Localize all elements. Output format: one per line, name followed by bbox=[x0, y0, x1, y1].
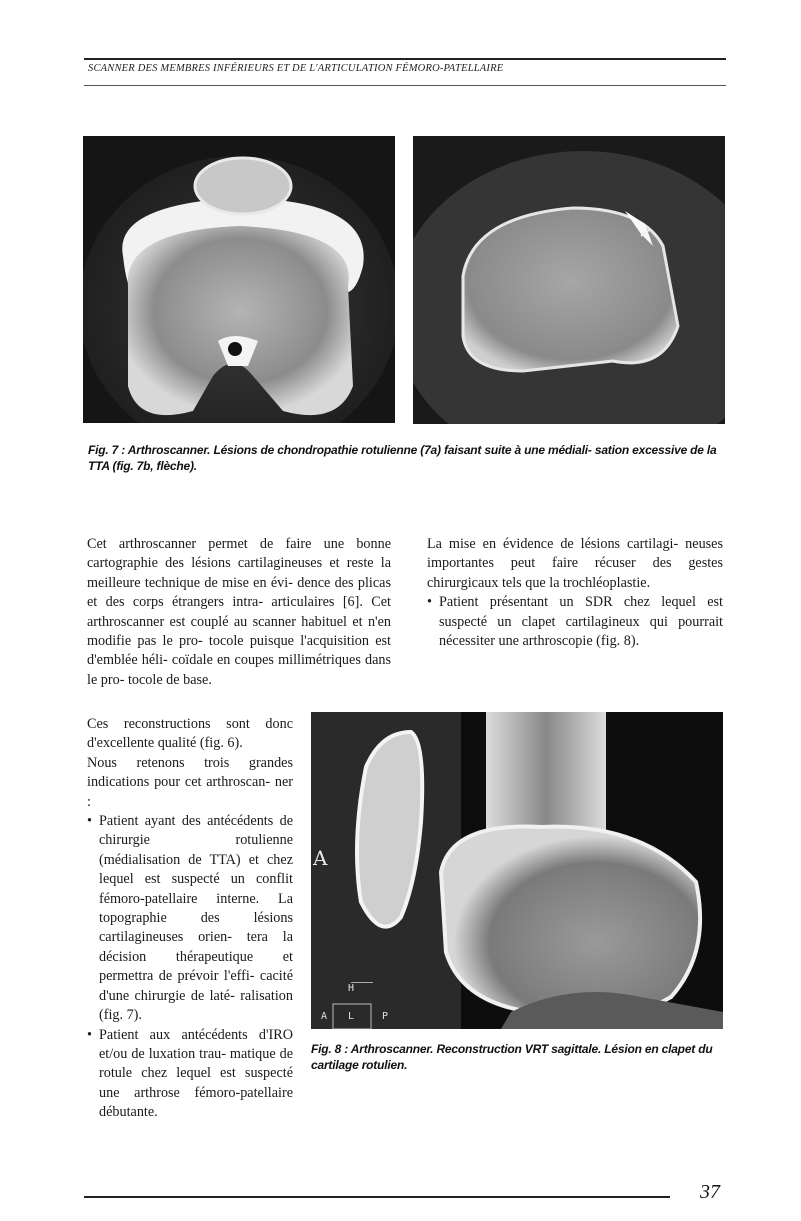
left-column-narrow bbox=[87, 715, 293, 1123]
paragraph-three-indications: Nous retenons trois grandes indications pour cet arthroscan- ner : bbox=[87, 754, 293, 810]
footer-rule bbox=[84, 1196, 670, 1198]
orientation-p: P bbox=[382, 1011, 389, 1022]
orientation-h: H bbox=[348, 983, 355, 994]
figure-7a-ct-image bbox=[83, 136, 395, 423]
orientation-a: A bbox=[321, 1011, 328, 1022]
header-rule-bottom bbox=[84, 85, 726, 86]
orientation-l: L bbox=[348, 1011, 355, 1022]
figure-8-letter-a: A bbox=[313, 846, 328, 870]
running-title: SCANNER DES MEMBRES INFÉRIEURS ET DE L'ARTICULATION FÉMORO-PATELLAIRE bbox=[88, 63, 504, 74]
header-rule-top bbox=[84, 58, 726, 60]
bullet-surgery-history: • Patient ayant des antécédents de chirurgie rotulienne (médialisation de TTA) et chez lequel est suspecté un conflit fémoro-patellaire interne. La topographie des lésions cartilagineuses orien- tera la décision thérapeutique et permettra de prévoir l'effi- cacité d'une chirurgie de laté- ralisation (fig. 7). bbox=[87, 812, 293, 1025]
paragraph-arthroscanner-cartography: Cet arthroscanner permet de faire une bonne cartographie des lésions cartilagineuses et reste la meilleure technique de mise en évi- dence des plicas et des corps étrangers intra- articulaires [6]. Cet arthroscanner est couplé au scanner habituel et n'en modifie pas le pro- tocole puisque l'acquisition est d'emblée héli- coïdale en coupes millimétriques dans le pro- tocole de base. bbox=[87, 536, 391, 688]
figure-7-caption: Fig. 7 : Arthroscanner. Lésions de chondropathie rotulienne (7a) faisant suite à une médiali- sation excessive de la TTA (fig. 7b, flèche). bbox=[88, 443, 717, 473]
bullet-sdr-patient: • Patient présentant un SDR chez lequel est suspecté un clapet cartilagineux qui pourrait nécessiter une arthroscopie (fig. 8). bbox=[427, 593, 723, 651]
right-column bbox=[427, 535, 723, 651]
left-column-top bbox=[87, 535, 391, 690]
paragraph-cartilage-lesions-evidence: La mise en évidence de lésions cartilagi- neuses importantes peut faire récuser des gestes chirurgicaux tels que la trochléoplastie. bbox=[427, 536, 723, 591]
figure-7b-ct-image bbox=[413, 136, 725, 424]
figure-8-caption: Fig. 8 : Arthroscanner. Reconstruction VRT sagittale. Lésion en clapet du cartilage rotulien. bbox=[311, 1042, 713, 1072]
figure-8-vrt-image bbox=[311, 712, 723, 1029]
bullet-iro-luxation: • Patient aux antécédents d'IRO et/ou de luxation trau- matique de rotule chez lequel est suspecté une arthrose fémoro-patellaire débutante. bbox=[87, 1026, 293, 1123]
page-number: 37 bbox=[700, 1181, 720, 1203]
paragraph-reconstructions-quality: Ces reconstructions sont donc d'excellente qualité (fig. 6). bbox=[87, 716, 293, 752]
